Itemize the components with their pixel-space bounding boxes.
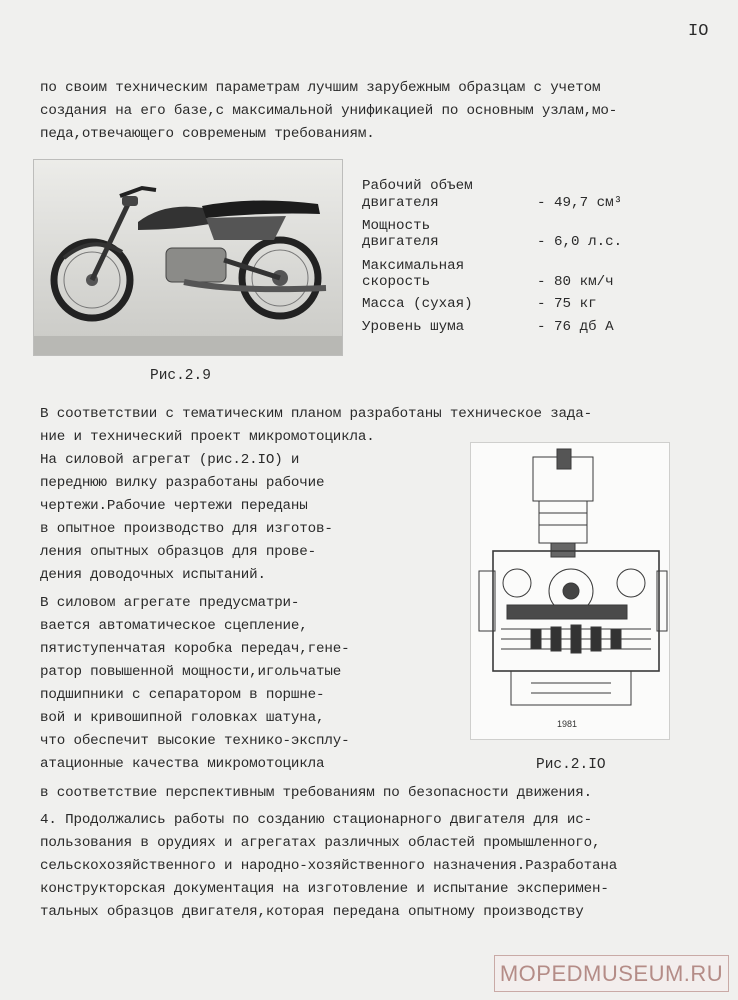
- intro-line: по своим техническим параметрам лучшим зарубежным образцам с учетом: [40, 80, 601, 96]
- page-number: IO: [688, 22, 709, 41]
- paragraph-line: переднюю вилку разработаны рабочие: [40, 475, 325, 491]
- paragraph-line: пятиступенчатая коробка передач,гене-: [40, 641, 350, 657]
- spec-label: Масса (сухая): [362, 296, 473, 312]
- paragraph-line: в опытное производство для изготов-: [40, 521, 333, 537]
- paragraph-line: тальных образцов двигателя,которая передана опытному производству: [40, 904, 584, 920]
- paragraph-line: 4. Продолжались работы по созданию стационарного двигателя для ис-: [40, 812, 593, 828]
- paragraph-line: На силовой агрегат (рис.2.IO) и: [40, 452, 300, 468]
- paragraph-line: атационные качества микромотоцикла: [40, 756, 325, 772]
- paragraph-line: конструкторская документация на изготовление и испытание эксперимен-: [40, 881, 609, 897]
- spec-label: двигателя: [362, 234, 439, 250]
- paragraph-line: вой и кривошипной головках шатуна,: [40, 710, 325, 726]
- paragraph-line: в соответствие перспективным требованиям по безопасности движения.: [40, 785, 593, 801]
- intro-line: создания на его базе,с максимальной унификацией по основным узлам,мо-: [40, 103, 618, 119]
- paragraph-line: ние и технический проект микромотоцикла.: [40, 429, 375, 445]
- paragraph-line: ления опытных образцов для прове-: [40, 544, 317, 560]
- paragraph-line: дения доводочных испытаний.: [40, 567, 266, 583]
- figure-caption: Рис.2.IO: [536, 757, 606, 773]
- drawing-note: 1981: [557, 719, 578, 729]
- paragraph-line: пользования в орудиях и агрегатах различных областей промышленного,: [40, 835, 601, 851]
- spec-label: скорость: [362, 274, 431, 290]
- figure-caption: Рис.2.9: [150, 368, 211, 384]
- spec-label: Максимальная: [362, 258, 465, 274]
- watermark: MOPEDMUSEUM.RU: [494, 955, 729, 992]
- paragraph-line: ратор повышенной мощности,игольчатые: [40, 664, 342, 680]
- spec-label: Уровень шума: [362, 319, 465, 335]
- spec-label: Рабочий объем: [362, 178, 473, 194]
- moped-illustration: [34, 160, 342, 355]
- spec-value: - 49,7 см³: [537, 195, 623, 211]
- spec-label: Мощность: [362, 218, 431, 234]
- spec-value: - 75 кг: [537, 296, 597, 312]
- paragraph-line: чертежи.Рабочие чертежи переданы: [40, 498, 308, 514]
- paragraph-line: подшипники с сепаратором в поршне-: [40, 687, 325, 703]
- paragraph-line: что обеспечит высокие технико-эксплу-: [40, 733, 350, 749]
- paragraph-line: В силовом агрегате предусматри-: [40, 595, 300, 611]
- spec-value: - 76 дб А: [537, 319, 614, 335]
- paragraph-line: В соответствии с тематическим планом разработаны техническое зада-: [40, 406, 593, 422]
- spec-label: двигателя: [362, 195, 439, 211]
- spec-value: - 80 км/ч: [537, 274, 614, 290]
- paragraph-line: сельскохозяйственного и народно-хозяйственного назначения.Разработана: [40, 858, 618, 874]
- engine-cross-section: [471, 443, 669, 739]
- paragraph-line: вается автоматическое сцепление,: [40, 618, 308, 634]
- spec-value: - 6,0 л.с.: [537, 234, 623, 250]
- engine-drawing: [470, 442, 670, 740]
- intro-line: педа,отвечающего современым требованиям.: [40, 126, 375, 142]
- moped-photo: [33, 159, 343, 356]
